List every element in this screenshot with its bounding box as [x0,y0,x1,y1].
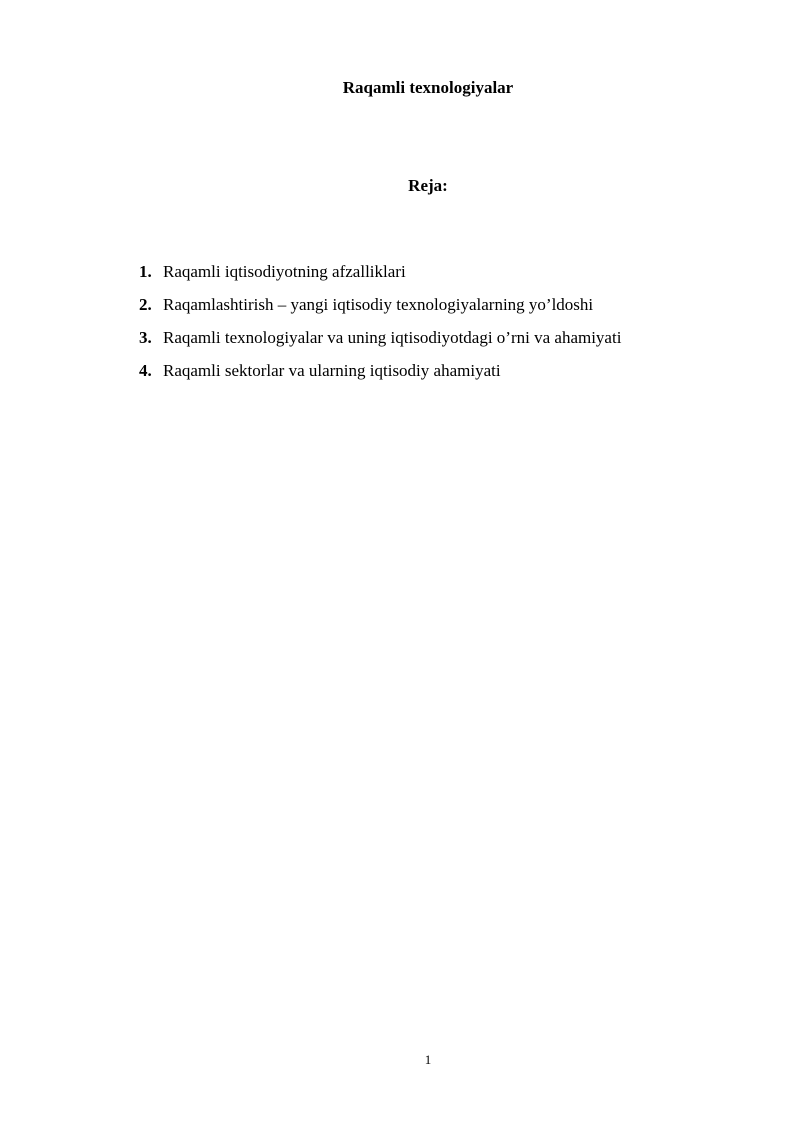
plan-item [139,262,759,282]
plan-item-number: 4. [139,361,152,380]
plan-item-text: Raqamli iqtisodiyotning afzalliklari [163,262,406,281]
plan-item-text: Raqamlashtirish – yangi iqtisodiy texnologiyalarning yo’ldoshi [163,295,594,314]
plan-item [139,328,759,348]
plan-item [139,361,759,381]
plan-item-number: 3. [139,328,152,347]
plan-item-text: Raqamli texnologiyalar va uning iqtisodiyotdagi o’rni va ahamiyati [163,328,622,347]
plan-heading: Reja: [408,176,448,195]
plan-item-number: 1. [139,262,152,281]
plan-item-text: Raqamli sektorlar va ularning iqtisodiy ahamiyati [163,361,501,380]
document-title: Raqamli texnologiyalar [342,78,514,97]
plan-list [139,262,759,394]
plan-item [139,295,759,315]
plan-item-number: 2. [139,295,152,314]
page-number: 1 [424,1052,432,1067]
